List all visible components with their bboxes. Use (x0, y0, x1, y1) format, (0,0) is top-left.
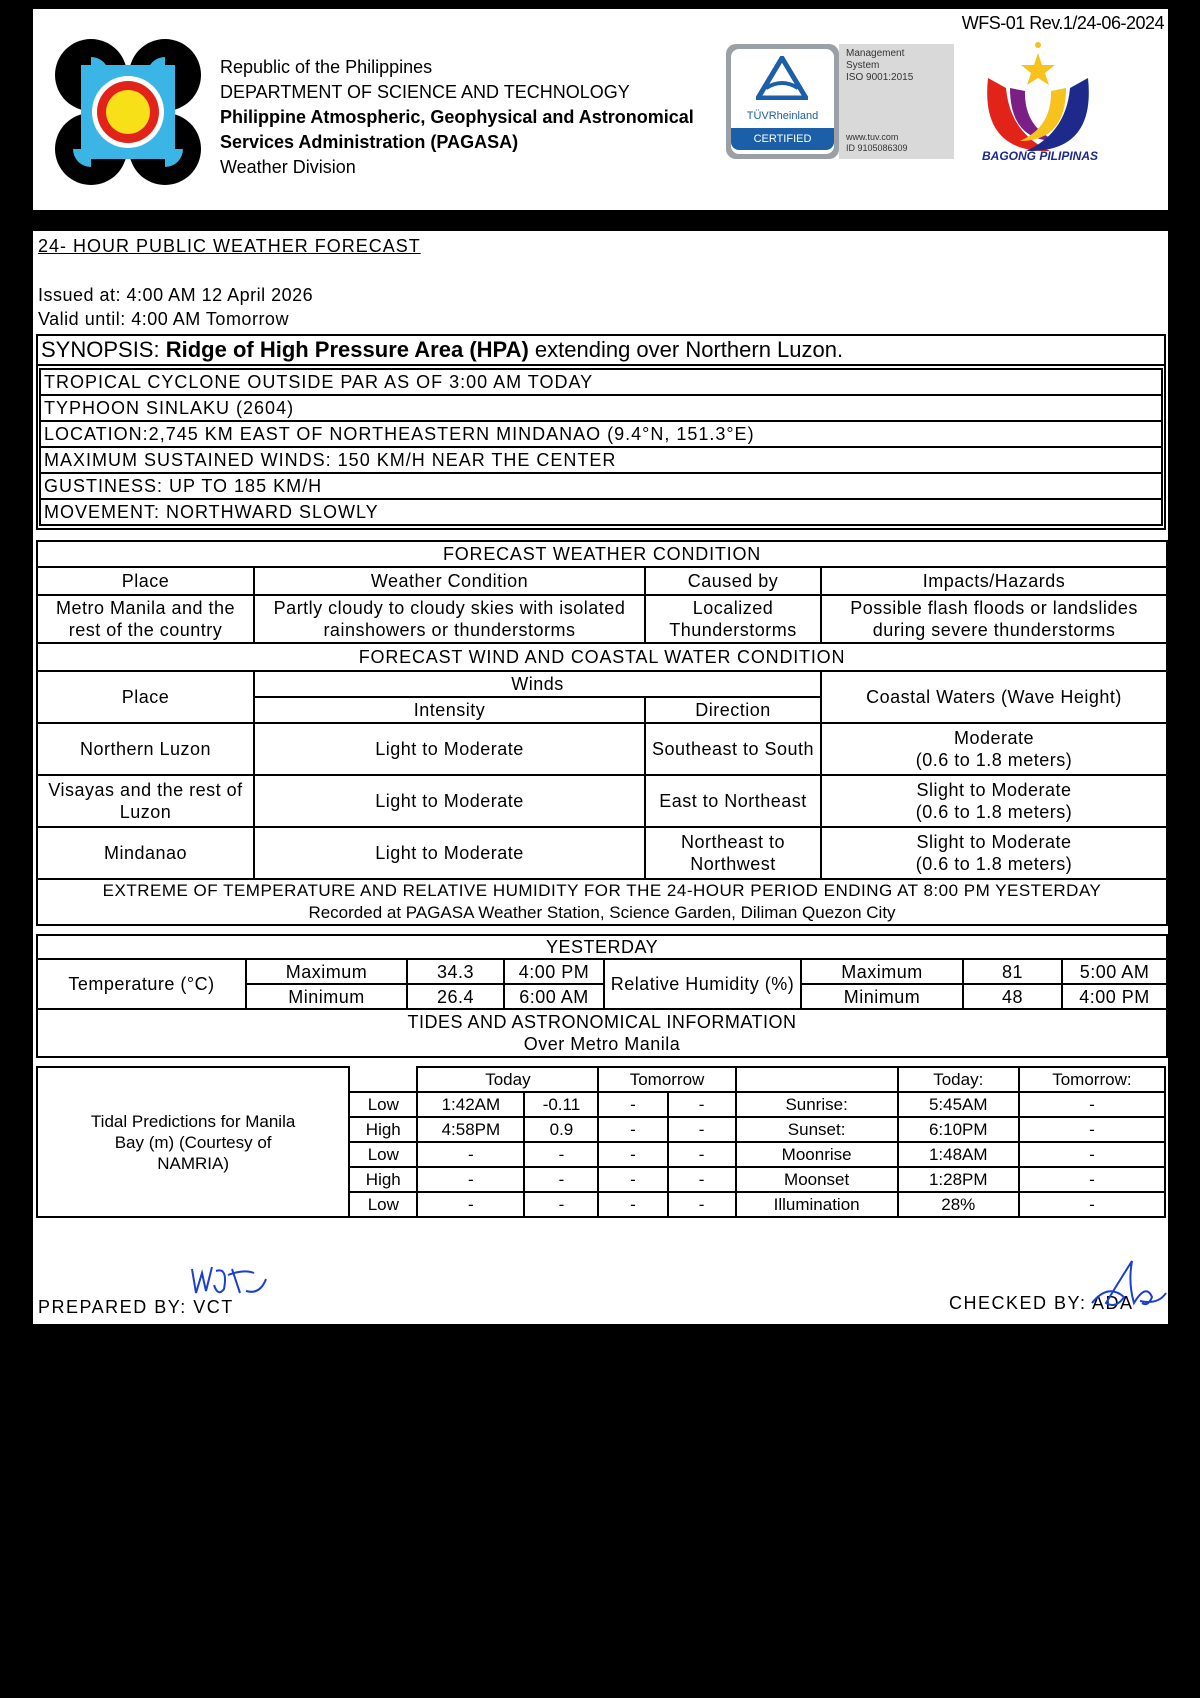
wind-intensity: Light to Moderate (254, 827, 645, 879)
astro-label: Sunset: (736, 1117, 898, 1142)
agency-block (220, 55, 694, 180)
tide-tomorrow-height: - (668, 1117, 736, 1142)
tide-today-height: -0.11 (524, 1092, 598, 1117)
astro-today: 1:48AM (898, 1142, 1019, 1167)
tides-title-cell (37, 1009, 1167, 1057)
synopsis-bold: Ridge of High Pressure Area (HPA) (165, 337, 529, 362)
astro-today: 1:28PM (898, 1167, 1019, 1192)
min-label: Minimum (246, 984, 407, 1009)
tidal-label: Tidal Predictions for Manila Bay (m) (Courtesy of NAMRIA) (37, 1067, 349, 1217)
rh-max: 81 (963, 959, 1062, 984)
cyclone-line: TROPICAL CYCLONE OUTSIDE PAR AS OF 3:00 AM TODAY (40, 369, 1162, 395)
yesterday-label: YESTERDAY (37, 935, 1167, 959)
coastal-level: Slight to Moderate (916, 832, 1072, 852)
wind-intensity: Light to Moderate (254, 775, 645, 827)
rh-max-time: 5:00 AM (1062, 959, 1167, 984)
tomorrow-header: Tomorrow (598, 1067, 735, 1092)
tide-tomorrow-time: - (598, 1167, 667, 1192)
tide-today-height: - (524, 1142, 598, 1167)
page-title: 24- HOUR PUBLIC WEATHER FORECAST (38, 236, 421, 256)
astro-tomorrow: - (1019, 1142, 1165, 1167)
wind-place: Visayas and the rest of Luzon (37, 775, 254, 827)
tide-type: High (349, 1167, 417, 1192)
letterhead (33, 9, 1168, 210)
blank-cell (736, 1067, 898, 1092)
tide-today-time: - (417, 1142, 524, 1167)
tide-tomorrow-time: - (598, 1142, 667, 1167)
direction-header: Direction (645, 697, 821, 723)
tuv-text: www.tuv.com (846, 132, 899, 142)
tuv-certified: CERTIFIED (731, 128, 834, 150)
agency-line: Philippine Atmospheric, Geophysical and Astronomical (220, 107, 694, 127)
tide-today-time: 4:58PM (417, 1117, 524, 1142)
temp-min: 26.4 (407, 984, 504, 1009)
extremes-subtitle: Recorded at PAGASA Weather Station, Science Garden, Diliman Quezon City (308, 903, 896, 922)
agency-line: Weather Division (220, 157, 356, 177)
astro-tomorrow: - (1019, 1117, 1165, 1142)
cyclone-box (37, 365, 1165, 529)
temperature-label: Temperature (°C) (37, 959, 246, 1009)
tides-table (36, 1066, 1166, 1218)
weather-place: Metro Manila and the rest of the country (37, 595, 254, 643)
wave-height: (0.6 to 1.8 meters) (915, 750, 1073, 770)
astro-today-header: Today: (898, 1067, 1019, 1092)
tide-today-time: 1:42AM (417, 1092, 524, 1117)
signature-vct-icon (188, 1261, 278, 1301)
form-code: WFS-01 Rev.1/24-06-2024 (961, 13, 1164, 33)
synopsis-table (36, 334, 1166, 530)
weather-section-title: FORECAST WEATHER CONDITION (37, 541, 1167, 567)
agency-line: Services Administration (PAGASA) (220, 132, 519, 152)
tuv-name: TÜVRheinland (746, 110, 819, 122)
tide-today-height: 0.9 (524, 1117, 598, 1142)
intensity-header: Intensity (254, 697, 645, 723)
coastal-header: Coastal Waters (Wave Height) (821, 671, 1167, 723)
astro-tomorrow: - (1019, 1167, 1165, 1192)
astro-label: Illumination (736, 1192, 898, 1217)
tide-today-height: - (524, 1167, 598, 1192)
bagong-pilipinas-text: BAGONG PILIPINAS (981, 149, 1098, 163)
cyclone-line: GUSTINESS: UP TO 185 KM/H (40, 473, 1162, 499)
cyclone-line: TYPHOON SINLAKU (2604) (40, 395, 1162, 421)
astro-label: Moonset (736, 1167, 898, 1192)
min-label: Minimum (801, 984, 963, 1009)
issue-times (38, 283, 313, 331)
tuv-text: ISO 9001:2015 (846, 72, 914, 83)
coastal-level: Moderate (953, 728, 1035, 748)
synopsis-cell (37, 335, 1165, 365)
wind-section-title: FORECAST WIND AND COASTAL WATER CONDITION (37, 643, 1167, 671)
forecast-table (36, 540, 1168, 926)
coastal-waters (821, 723, 1167, 775)
synopsis-rest: extending over Northern Luzon. (528, 337, 844, 362)
astro-tomorrow: - (1019, 1092, 1165, 1117)
wind-direction: Southeast to South (645, 723, 821, 775)
temp-min-time: 6:00 AM (504, 984, 604, 1009)
forecast-sheet (33, 231, 1168, 1324)
tide-tomorrow-height: - (668, 1092, 736, 1117)
weather-cause: Localized Thunderstorms (645, 595, 821, 643)
max-label: Maximum (801, 959, 963, 984)
tuv-text: ID 9105086309 (846, 143, 908, 153)
tide-today-time: - (417, 1192, 524, 1217)
wave-height: (0.6 to 1.8 meters) (915, 802, 1073, 822)
tide-tomorrow-time: - (598, 1117, 667, 1142)
max-label: Maximum (246, 959, 407, 984)
astro-label: Moonrise (736, 1142, 898, 1167)
signature-ada-icon (1088, 1253, 1168, 1313)
blank-cell (349, 1067, 417, 1092)
tide-tomorrow-height: - (668, 1142, 736, 1167)
tides-title: TIDES AND ASTRONOMICAL INFORMATION (407, 1012, 797, 1032)
prepared-by: PREPARED BY: VCT (38, 1297, 234, 1317)
astro-today: 5:45AM (898, 1092, 1019, 1117)
issued-at: Issued at: 4:00 AM 12 April 2026 (38, 285, 314, 305)
agency-line: DEPARTMENT OF SCIENCE AND TECHNOLOGY (220, 82, 630, 102)
astro-tomorrow: - (1019, 1192, 1165, 1217)
agency-line: Republic of the Philippines (220, 57, 433, 77)
wind-place-header: Place (37, 671, 254, 723)
pagasa-seal-icon (53, 37, 203, 187)
cyclone-table (39, 368, 1163, 526)
astro-today: 6:10PM (898, 1117, 1019, 1142)
tide-tomorrow-time: - (598, 1092, 667, 1117)
wind-intensity: Light to Moderate (254, 723, 645, 775)
rh-min: 48 (963, 984, 1062, 1009)
extremes-title-cell (37, 879, 1167, 925)
coastal-level: Slight to Moderate (916, 780, 1072, 800)
coastal-waters (821, 827, 1167, 879)
tide-today-height: - (524, 1192, 598, 1217)
triangle-icon (756, 56, 808, 100)
tide-tomorrow-time: - (598, 1192, 667, 1217)
temp-max: 34.3 (407, 959, 504, 984)
today-header: Today (417, 1067, 598, 1092)
tide-today-time: - (417, 1167, 524, 1192)
rh-label: Relative Humidity (%) (604, 959, 801, 1009)
wind-direction: East to Northeast (645, 775, 821, 827)
cyclone-line: LOCATION:2,745 KM EAST OF NORTHEASTERN MINDANAO (9.4°N, 151.3°E) (40, 421, 1162, 447)
tide-type: Low (349, 1192, 417, 1217)
tides-subtitle: Over Metro Manila (523, 1034, 681, 1054)
weather-condition: Partly cloudy to cloudy skies with isolated rainshowers or thunderstorms (254, 595, 645, 643)
weather-header: Weather Condition (254, 567, 645, 595)
weather-header: Impacts/Hazards (821, 567, 1167, 595)
weather-impacts: Possible flash floods or landslides during severe thunderstorms (821, 595, 1167, 643)
astro-today: 28% (898, 1192, 1019, 1217)
valid-until: Valid until: 4:00 AM Tomorrow (38, 309, 289, 329)
tide-type: Low (349, 1092, 417, 1117)
tide-type: High (349, 1117, 417, 1142)
tide-type: Low (349, 1142, 417, 1167)
cyclone-line: MOVEMENT: NORTHWARD SLOWLY (40, 499, 1162, 525)
wind-place: Mindanao (37, 827, 254, 879)
wind-place: Northern Luzon (37, 723, 254, 775)
tide-tomorrow-height: - (668, 1192, 736, 1217)
weather-header: Place (37, 567, 254, 595)
tuv-text: System (846, 60, 880, 71)
coastal-waters (821, 775, 1167, 827)
tuv-certification-logo (726, 44, 954, 162)
winds-header: Winds (254, 671, 821, 697)
tuv-text: Management (846, 48, 905, 59)
checked-by: CHECKED BY: ADA (949, 1293, 1134, 1313)
weather-header: Caused by (645, 567, 821, 595)
wind-direction: Northeast to Northwest (645, 827, 821, 879)
rh-min-time: 4:00 PM (1062, 984, 1167, 1009)
temp-max-time: 4:00 PM (504, 959, 604, 984)
tide-tomorrow-height: - (668, 1167, 736, 1192)
astro-label: Sunrise: (736, 1092, 898, 1117)
synopsis-label: SYNOPSIS: (41, 337, 160, 362)
extremes-title: EXTREME OF TEMPERATURE AND RELATIVE HUMIDITY FOR THE 24-HOUR PERIOD ENDING AT 8:00 PM YESTERDAY (102, 881, 1102, 900)
extremes-table (36, 934, 1168, 1058)
wave-height: (0.6 to 1.8 meters) (915, 854, 1073, 874)
astro-tomorrow-header: Tomorrow: (1019, 1067, 1165, 1092)
cyclone-line: MAXIMUM SUSTAINED WINDS: 150 KM/H NEAR THE CENTER (40, 447, 1162, 473)
